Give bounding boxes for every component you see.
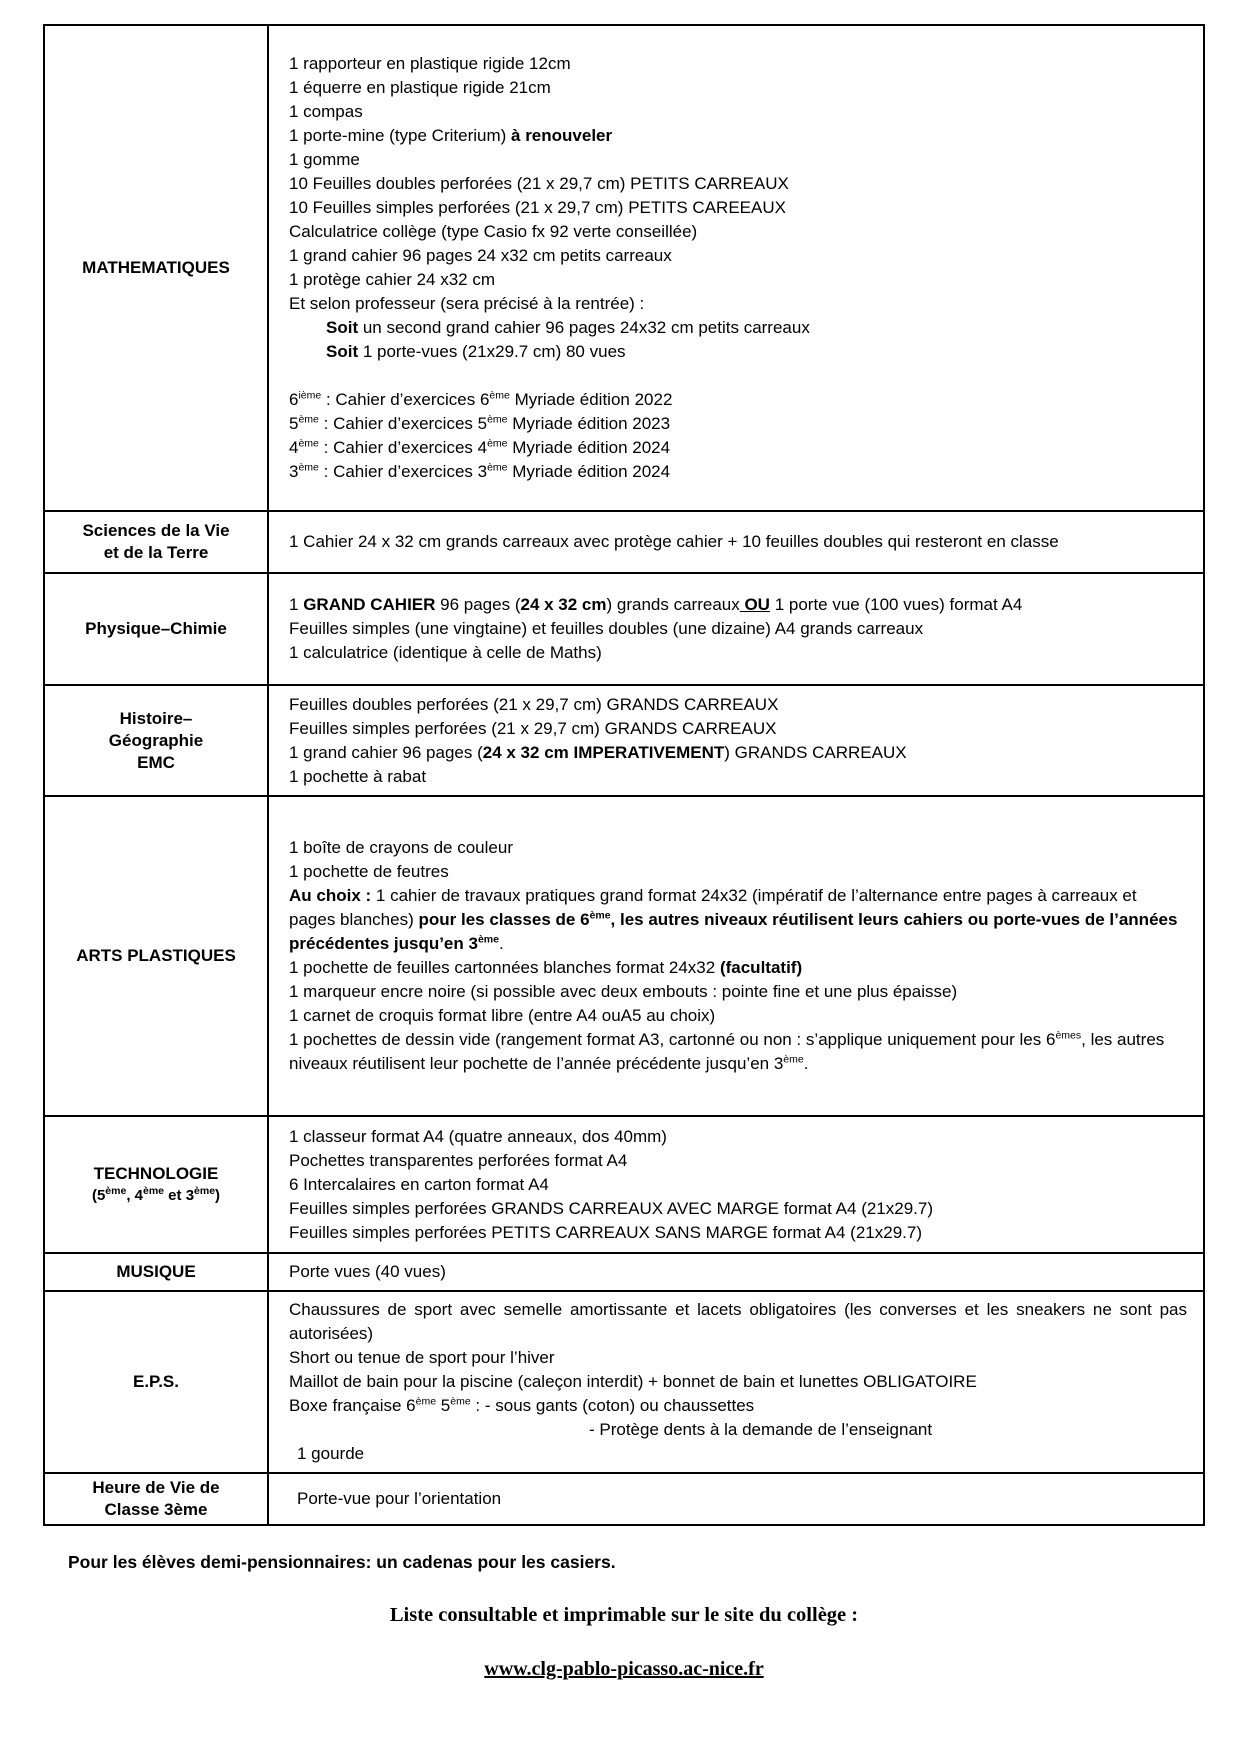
subject-cell-svt — [44, 511, 268, 573]
text-line — [289, 220, 1187, 244]
text-segment: 1 pochette à rabat — [289, 766, 427, 786]
text-line — [289, 1149, 1187, 1173]
text-segment: - Protège dents à la demande de l’enseignant — [589, 1420, 933, 1439]
text-segment: Soit — [326, 318, 359, 337]
text-segment: TECHNOLOGIE — [93, 1163, 219, 1183]
text-line — [289, 860, 1187, 884]
text-segment: 6 Intercalaires en carton format A4 — [289, 1174, 549, 1194]
text-segment: 6 — [289, 390, 299, 409]
text-segment: E.P.S. — [133, 1372, 179, 1391]
table-row-physique-chimie — [44, 573, 1204, 685]
text-segment: Porte-vue pour l’orientation — [297, 1489, 502, 1508]
text-segment: 4 — [289, 438, 299, 457]
supply-table-body — [44, 25, 1204, 1525]
text-line — [289, 412, 1187, 436]
text-line — [49, 1185, 263, 1207]
text-line — [289, 765, 1187, 789]
text-segment: Boxe française 6 — [289, 1396, 416, 1415]
text-segment: ème — [105, 1184, 127, 1197]
text-line — [49, 708, 263, 730]
text-segment: Feuilles simples perforées PETITS CARREAUX SANS MARGE format A4 (21x29.7) — [289, 1222, 922, 1242]
text-line — [289, 617, 1187, 641]
text-segment: ) grands carreaux — [606, 595, 740, 614]
text-segment: 5 — [436, 1396, 451, 1415]
text-segment: 1 porte vue (100 vues) format A4 — [769, 595, 1023, 614]
text-segment: pour les classes de 6 — [418, 910, 590, 929]
items-cell-technologie — [268, 1116, 1204, 1253]
text-segment: , 4 — [126, 1186, 143, 1204]
text-segment: : Cahier d’exercices 5 — [318, 414, 488, 433]
text-line — [49, 752, 263, 774]
subject-cell-mathematiques — [44, 25, 268, 511]
site-notice: Liste consultable et imprimable sur le site du collège : — [389, 1604, 859, 1626]
text-segment: Sciences de la Vie — [82, 521, 230, 540]
text-segment: Soit — [326, 342, 359, 361]
text-line — [289, 1442, 1187, 1466]
text-segment: (5 — [91, 1186, 106, 1204]
text-line — [289, 340, 1187, 364]
text-segment: ième — [298, 389, 322, 402]
text-segment: 1 calculatrice (identique à celle de Maths) — [289, 643, 602, 662]
text-line — [289, 316, 1187, 340]
text-segment: Physique–Chimie — [85, 619, 227, 638]
items-cell-mathematiques — [268, 25, 1204, 511]
text-segment: 1 grand cahier 96 pages 24 x32 cm petits carreaux — [289, 246, 672, 265]
text-segment: 1 carnet de croquis format libre (entre A4 ouA5 au choix) — [289, 1006, 716, 1025]
text-line — [289, 884, 1187, 956]
text-segment: un second grand cahier 96 pages 24x32 cm petits carreaux — [358, 318, 810, 337]
text-segment: 24 x 32 cm — [520, 595, 607, 614]
text-line — [289, 388, 1187, 412]
text-segment: ème — [450, 1395, 471, 1408]
text-segment: 24 x 32 cm IMPERATIVEMENT — [482, 742, 725, 762]
subject-cell-technologie — [44, 1116, 268, 1253]
text-line — [49, 520, 263, 542]
table-row-eps — [44, 1291, 1204, 1473]
text-segment: , les autres niveaux réutilisent leur pochette de l’année précédente jusqu’en 3 — [289, 1030, 1165, 1073]
text-line — [289, 364, 1187, 388]
text-line — [289, 1028, 1187, 1076]
text-line — [289, 1125, 1187, 1149]
text-segment: GRAND CAHIER — [303, 595, 436, 614]
text-segment: 1 pochette de feuilles cartonnées blanches format 24x32 — [289, 958, 720, 977]
text-line — [289, 76, 1187, 100]
text-line — [289, 1197, 1187, 1221]
items-cell-physique-chimie — [268, 573, 1204, 685]
text-segment: Feuilles doubles perforées (21 x 29,7 cm) GRANDS CARREAUX — [289, 694, 779, 714]
text-line — [289, 196, 1187, 220]
text-segment: 1 compas — [289, 102, 363, 121]
items-cell-histoire-geo-emc — [268, 685, 1204, 796]
supply-table — [43, 24, 1205, 1526]
subject-cell-physique-chimie — [44, 573, 268, 685]
text-segment: ème — [298, 413, 319, 426]
text-segment: 1 rapporteur en plastique rigide 12cm — [289, 54, 571, 73]
text-segment: 1 marqueur encre noire (si possible avec deux embouts : pointe fine et une plus épaisse) — [289, 982, 958, 1001]
text-line — [289, 1173, 1187, 1197]
text-segment: Au choix : — [289, 886, 372, 905]
text-segment: 1 gomme — [289, 150, 360, 169]
text-line — [289, 124, 1187, 148]
table-row-heure-vie-classe — [44, 1473, 1204, 1525]
text-segment: Feuilles simples perforées (21 x 29,7 cm) GRANDS CARREAUX — [289, 718, 777, 738]
text-line — [289, 436, 1187, 460]
text-line — [289, 244, 1187, 268]
text-line — [49, 257, 263, 279]
text-segment: 5 — [289, 414, 299, 433]
college-website-url: www.clg-pablo-picasso.ac-nice.fr — [484, 1658, 764, 1680]
items-cell-heure-vie-classe — [268, 1473, 1204, 1525]
text-segment: ème — [487, 437, 508, 450]
text-segment: Myriade édition 2024 — [507, 438, 671, 457]
text-line — [289, 1418, 1187, 1442]
text-segment: ) GRANDS CARREAUX — [724, 742, 907, 762]
text-line — [49, 730, 263, 752]
text-segment: Calculatrice collège (type Casio fx 92 verte conseillée) — [289, 222, 698, 241]
text-line — [289, 148, 1187, 172]
text-line — [289, 460, 1187, 484]
text-segment: OU — [739, 595, 770, 614]
text-line — [49, 542, 263, 564]
text-segment: 10 Feuilles doubles perforées (21 x 29,7 cm) PETITS CARREAUX — [289, 174, 789, 193]
text-segment: ème — [298, 461, 319, 474]
table-row-musique — [44, 1253, 1204, 1291]
text-segment: Pochettes transparentes perforées format A4 — [289, 1150, 628, 1170]
text-segment: ème — [589, 909, 611, 922]
text-line — [289, 530, 1187, 554]
text-segment: ème — [415, 1395, 437, 1408]
text-segment: 3 — [289, 462, 299, 481]
text-segment: (facultatif) — [719, 958, 803, 977]
text-line — [289, 641, 1187, 665]
text-segment: 1 gourde — [297, 1444, 365, 1463]
text-line — [289, 1298, 1187, 1346]
text-segment: et de la Terre — [103, 543, 209, 562]
text-segment: Short ou tenue de sport pour l’hiver — [289, 1348, 555, 1367]
text-segment: : - sous gants (coton) ou chaussettes — [470, 1396, 755, 1415]
text-line — [289, 1370, 1187, 1394]
text-segment: MATHEMATIQUES — [82, 258, 230, 277]
text-segment: Histoire– — [119, 708, 193, 728]
text-segment: ème — [487, 461, 508, 474]
subject-cell-histoire-geo-emc — [44, 685, 268, 796]
table-row-histoire-geo-emc — [44, 685, 1204, 796]
text-line — [289, 956, 1187, 980]
text-line — [49, 1477, 263, 1499]
text-line — [289, 836, 1187, 860]
text-segment: èmes — [1055, 1029, 1082, 1042]
text-segment: ) — [215, 1186, 221, 1204]
text-line — [289, 268, 1187, 292]
text-segment: 1 pochettes de dessin vide (rangement format A3, cartonné ou non : s’applique uniquement pour les 6 — [289, 1030, 1056, 1049]
text-segment: ARTS PLASTIQUES — [76, 946, 236, 965]
text-segment: ème — [477, 933, 499, 946]
text-segment: à renouveler — [511, 126, 613, 145]
text-segment: Feuilles simples perforées GRANDS CARREAUX AVEC MARGE format A4 (21x29.7) — [289, 1198, 934, 1218]
text-line — [289, 693, 1187, 717]
text-segment: Maillot de bain pour la piscine (caleçon interdit) + bonnet de bain et lunettes OBLIGATOIRE — [289, 1372, 977, 1391]
text-segment: 1 — [289, 595, 304, 614]
text-segment: ème — [783, 1053, 804, 1066]
text-segment: Et selon professeur (sera précisé à la rentrée) : — [289, 294, 645, 313]
text-line — [289, 741, 1187, 765]
text-line — [289, 1004, 1187, 1028]
text-line — [289, 1394, 1187, 1418]
text-segment: Myriade édition 2023 — [507, 414, 671, 433]
text-line — [49, 1163, 263, 1185]
subject-cell-musique — [44, 1253, 268, 1291]
text-line — [289, 1487, 1187, 1511]
text-segment: Porte vues (40 vues) — [289, 1262, 446, 1281]
text-line — [289, 1221, 1187, 1245]
text-line — [289, 593, 1187, 617]
text-segment: Myriade édition 2024 — [507, 462, 671, 481]
text-line — [49, 1371, 263, 1393]
text-segment: 1 pochette de feutres — [289, 862, 449, 881]
subject-cell-heure-vie-classe — [44, 1473, 268, 1525]
text-segment: 1 grand cahier 96 pages ( — [289, 742, 483, 762]
text-line — [49, 618, 263, 640]
text-segment: Chaussures de sport avec semelle amortissante et lacets obligatoires (les converses et les sneakers ne sont pas autorisées) — [289, 1300, 1187, 1343]
table-row-arts-plastiques — [44, 796, 1204, 1116]
text-segment: ème — [489, 389, 510, 402]
table-row-technologie — [44, 1116, 1204, 1253]
footer-note: Pour les élèves demi-pensionnaires: un cadenas pour les casiers. — [68, 1552, 616, 1572]
text-segment: 1 porte-mine (type Criterium) — [289, 126, 512, 145]
text-segment: 1 cahier de travaux pratiques grand format 24x32 (impératif de l’alternance entre pages à carreaux et pages blanches) — [289, 886, 1137, 929]
text-segment: ème — [487, 413, 508, 426]
text-segment: Géographie — [108, 730, 204, 750]
text-segment: 10 Feuilles simples perforées (21 x 29,7 cm) PETITS CAREEAUX — [289, 198, 786, 217]
text-segment: Classe 3ème — [104, 1500, 208, 1519]
text-segment: 1 boîte de crayons de couleur — [289, 838, 513, 857]
items-cell-musique — [268, 1253, 1204, 1291]
table-row-mathematiques — [44, 25, 1204, 511]
text-line — [289, 172, 1187, 196]
text-segment: EMC — [137, 752, 175, 772]
subject-cell-arts-plastiques — [44, 796, 268, 1116]
text-line — [49, 1261, 263, 1283]
text-line — [289, 1346, 1187, 1370]
table-row-svt — [44, 511, 1204, 573]
text-segment: : Cahier d’exercices 3 — [318, 462, 488, 481]
text-segment: 96 pages ( — [435, 595, 521, 614]
text-segment: , les autres niveaux réutilisent leurs cahiers ou porte-vues de l’années précédentes jusqu’en 3 — [289, 910, 1178, 953]
text-line — [289, 717, 1187, 741]
items-cell-eps — [268, 1291, 1204, 1473]
text-line — [49, 945, 263, 967]
text-segment: . — [803, 1054, 809, 1073]
text-line — [49, 1499, 263, 1521]
text-line — [289, 100, 1187, 124]
text-segment: ème — [298, 437, 319, 450]
text-segment: 1 équerre en plastique rigide 21cm — [289, 78, 551, 97]
text-segment: Myriade édition 2022 — [509, 390, 673, 409]
text-line — [289, 980, 1187, 1004]
text-segment: ème — [143, 1184, 165, 1197]
text-segment: 1 protège cahier 24 x32 cm — [289, 270, 496, 289]
text-line — [289, 1260, 1187, 1284]
text-segment: MUSIQUE — [116, 1262, 196, 1281]
text-segment: 1 classeur format A4 (quatre anneaux, dos 40mm) — [289, 1126, 667, 1146]
text-segment: Feuilles simples (une vingtaine) et feuilles doubles (une dizaine) A4 grands carreaux — [289, 619, 924, 638]
text-segment: et 3 — [164, 1186, 195, 1204]
items-cell-arts-plastiques — [268, 796, 1204, 1116]
text-line — [289, 52, 1187, 76]
text-segment: 1 porte-vues (21x29.7 cm) 80 vues — [358, 342, 626, 361]
items-cell-svt — [268, 511, 1204, 573]
text-line — [289, 292, 1187, 316]
text-segment: 1 Cahier 24 x 32 cm grands carreaux avec protège cahier + 10 feuilles doubles qui resteront en classe — [289, 532, 1059, 551]
text-segment: : Cahier d’exercices 6 — [321, 390, 490, 409]
text-segment: Heure de Vie de — [92, 1478, 220, 1497]
text-segment: ème — [194, 1184, 216, 1197]
text-segment: . — [498, 934, 504, 953]
subject-cell-eps — [44, 1291, 268, 1473]
text-segment: : Cahier d’exercices 4 — [318, 438, 488, 457]
